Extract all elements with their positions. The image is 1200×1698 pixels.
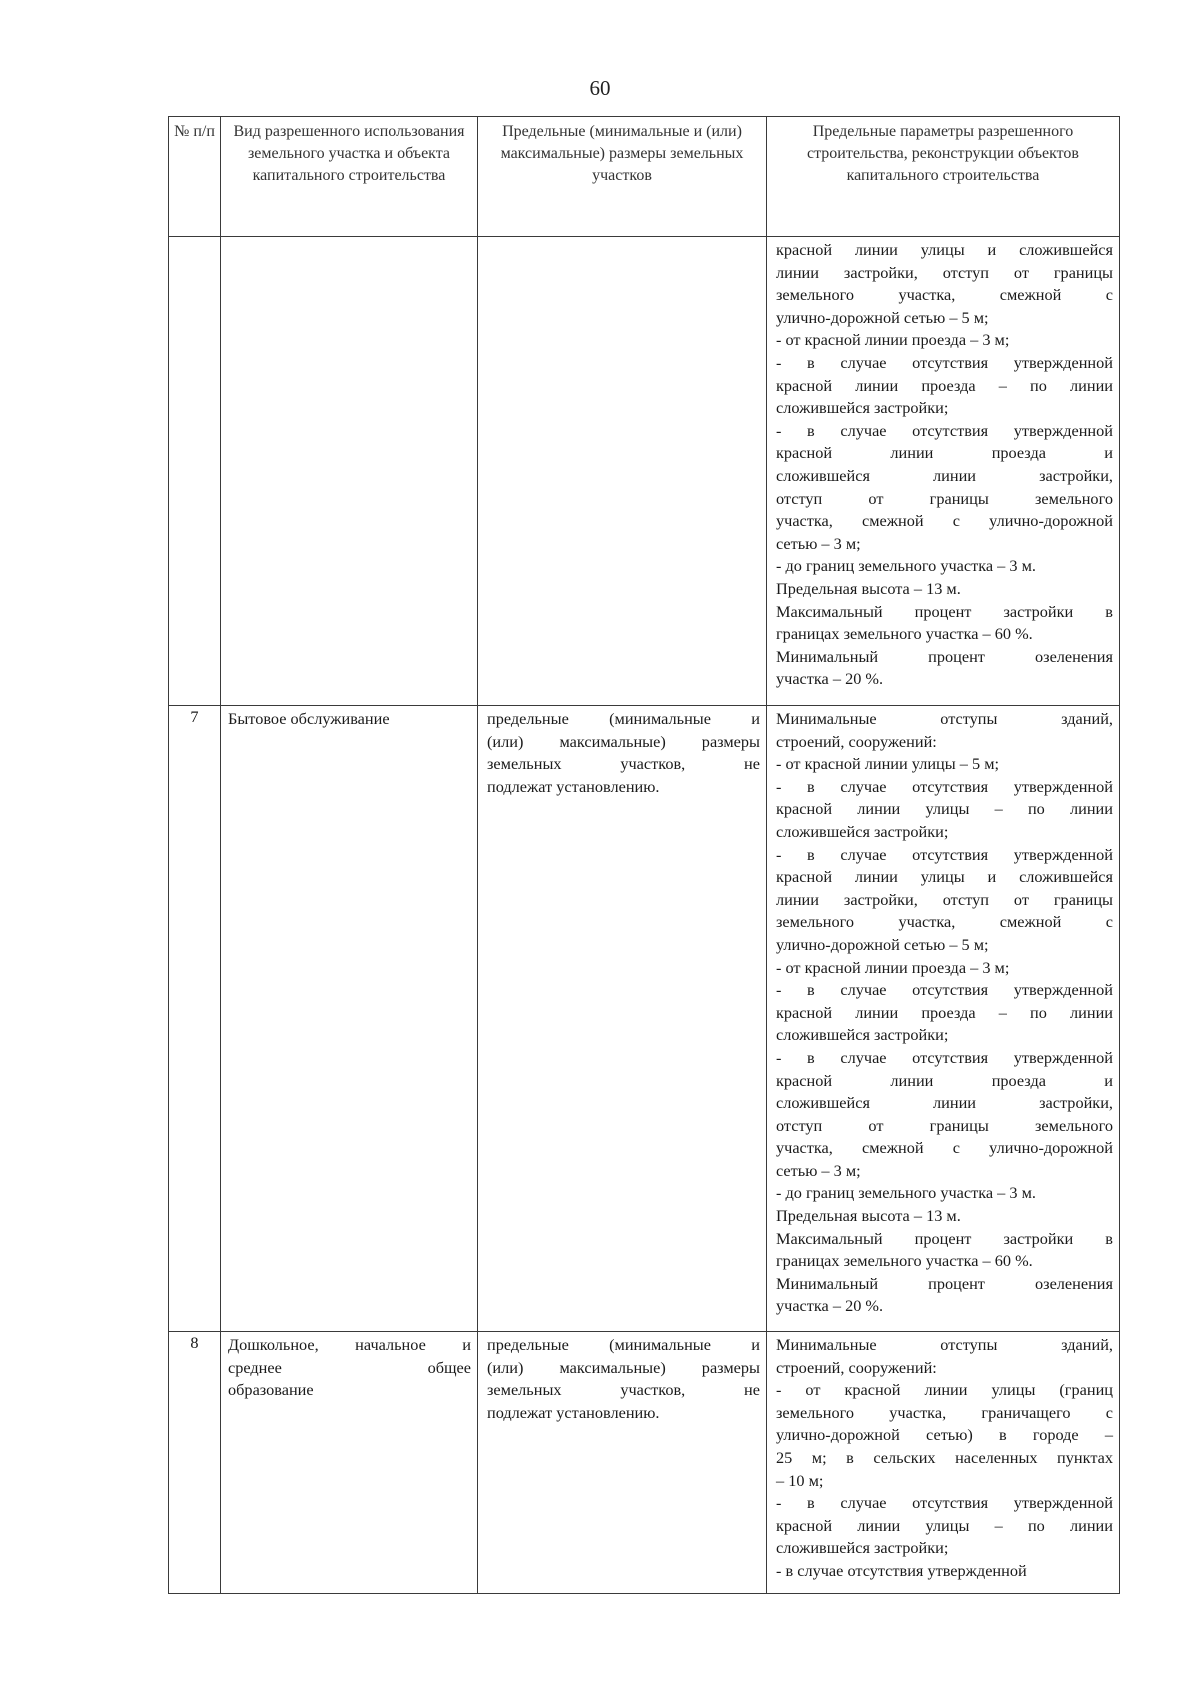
- cell-line: среднее общее: [228, 1357, 471, 1377]
- cell-line: границах земельного участка – 60 %.: [776, 1251, 1033, 1271]
- cell-line: - в случае отсутствия утвержденной: [776, 352, 1113, 372]
- cell-line: красной линии проезда и: [776, 443, 1113, 463]
- table-row: [169, 237, 1120, 706]
- table-row: [169, 706, 1120, 1332]
- cell-line: Минимальные отступы зданий,: [776, 709, 1113, 728]
- cell-line: предельные (минимальные и: [487, 1335, 760, 1354]
- cell-line: - в случае отсутствия утвержденной: [776, 980, 1113, 1000]
- cell-line: сложившейся застройки;: [776, 821, 949, 841]
- cell-line: строений, сооружений:: [776, 731, 937, 751]
- cell-line: подлежат установлению.: [487, 776, 660, 796]
- page-number: 60: [589, 76, 611, 100]
- cell-line: сложившейся застройки;: [776, 398, 949, 418]
- cell-line: - в случае отсутствия утвержденной: [776, 420, 1113, 440]
- cell-line: – 10 м;: [776, 1470, 824, 1490]
- cell-line: участка, смежной с улично-дорожной: [776, 511, 1113, 531]
- cell-line: - от красной линии проезда – 3 м;: [776, 330, 1010, 350]
- table-row: [169, 1332, 1120, 1594]
- cell-line: земельных участков, не: [487, 1380, 760, 1400]
- cell-line: земельного участка, смежной с: [776, 912, 1113, 932]
- header-row: [169, 117, 1120, 237]
- row-use-kind: [221, 706, 478, 1332]
- header-num: № п/п: [169, 117, 221, 237]
- cell-line: Минимальный процент озеленения: [776, 646, 1113, 666]
- cell-line: - от красной линии проезда – 3 м;: [776, 957, 1010, 977]
- cell-line: предельные (минимальные и: [487, 709, 760, 728]
- row-num: 7: [169, 706, 221, 1332]
- cell-line: Максимальный процент застройки в: [776, 1228, 1113, 1248]
- cell-line: - в случае отсутствия утвержденной: [776, 776, 1113, 796]
- row-use-kind: [221, 237, 478, 706]
- cell-line: сложившейся линии застройки,: [776, 465, 1113, 485]
- cell-line: участка, смежной с улично-дорожной: [776, 1138, 1113, 1158]
- row-params: [767, 237, 1120, 706]
- cell-line: Максимальный процент застройки в: [776, 601, 1113, 621]
- cell-line: отступ от границы земельного: [776, 1115, 1113, 1135]
- cell-line: Минимальный процент озеленения: [776, 1273, 1113, 1293]
- cell-line: подлежат установлению.: [487, 1402, 660, 1422]
- cell-line: участка – 20 %.: [776, 1296, 884, 1316]
- cell-line: сетью – 3 м;: [776, 1160, 861, 1180]
- cell-line: сложившейся застройки;: [776, 1538, 949, 1558]
- cell-line: улично-дорожной сетью – 5 м;: [776, 934, 989, 954]
- cell-line: красной линии проезда – по линии: [776, 375, 1113, 395]
- cell-line: участка – 20 %.: [776, 669, 884, 689]
- row-plot-sizes: [478, 237, 767, 706]
- cell-line: красной линии улицы и сложившейся: [776, 867, 1113, 887]
- cell-line: земельных участков, не: [487, 754, 760, 774]
- cell-line: сложившейся линии застройки,: [776, 1093, 1113, 1113]
- row-num: [169, 237, 221, 706]
- cell-line: - до границ земельного участка – 3 м.: [776, 1183, 1036, 1203]
- cell-line: Бытовое обслуживание: [228, 709, 390, 728]
- cell-line: Минимальные отступы зданий,: [776, 1335, 1113, 1354]
- cell-line: границах земельного участка – 60 %.: [776, 624, 1033, 644]
- cell-line: отступ от границы земельного: [776, 488, 1113, 508]
- header-use-kind: Вид разрешенного использования земельного участка и объекта капитального строительства: [221, 117, 478, 237]
- header-plot-sizes: Предельные (минимальные и (или) максимальные) размеры земельных участков: [478, 117, 767, 237]
- row-plot-sizes: [478, 706, 767, 1332]
- cell-line: - от красной линии улицы (границ: [776, 1380, 1113, 1400]
- row-use-kind: [221, 1332, 478, 1594]
- cell-line: 25 м; в сельских населенных пунктах: [776, 1447, 1113, 1467]
- cell-line: - в случае отсутствия утвержденной: [776, 1493, 1113, 1513]
- cell-line: сетью – 3 м;: [776, 533, 861, 553]
- header-params: Предельные параметры разрешенного строительства, реконструкции объектов капитального строительства: [767, 117, 1120, 237]
- cell-line: сложившейся застройки;: [776, 1025, 949, 1045]
- cell-line: красной линии улицы – по линии: [776, 799, 1113, 819]
- row-params: [767, 706, 1120, 1332]
- cell-line: - до границ земельного участка – 3 м.: [776, 556, 1036, 576]
- cell-line: - в случае отсутствия утвержденной: [776, 844, 1113, 864]
- cell-line: - в случае отсутствия утвержденной: [776, 1047, 1113, 1067]
- cell-line: строений, сооружений:: [776, 1357, 937, 1377]
- table-body: [169, 237, 1120, 1594]
- cell-line: Дошкольное, начальное и: [228, 1335, 471, 1354]
- cell-line: красной линии улицы – по линии: [776, 1515, 1113, 1535]
- cell-line: линии застройки, отступ от границы: [776, 262, 1113, 282]
- cell-line: земельного участка, смежной с: [776, 285, 1113, 305]
- cell-line: (или) максимальные) размеры: [487, 731, 760, 751]
- cell-line: образование: [228, 1380, 314, 1400]
- cell-line: - в случае отсутствия утвержденной: [776, 1560, 1027, 1580]
- cell-line: - от красной линии улицы – 5 м;: [776, 754, 1000, 774]
- cell-line: улично-дорожной сетью) в городе –: [776, 1425, 1113, 1445]
- cell-line: Предельная высота – 13 м.: [776, 1206, 961, 1226]
- row-params: [767, 1332, 1120, 1594]
- regulations-table: [168, 116, 1120, 1594]
- cell-line: Предельная высота – 13 м.: [776, 578, 961, 598]
- cell-line: линии застройки, отступ от границы: [776, 889, 1113, 909]
- row-plot-sizes: [478, 1332, 767, 1594]
- cell-line: (или) максимальные) размеры: [487, 1357, 760, 1377]
- cell-line: красной линии проезда и: [776, 1070, 1113, 1090]
- cell-line: улично-дорожной сетью – 5 м;: [776, 307, 989, 327]
- cell-line: красной линии улицы и сложившейся: [776, 240, 1113, 259]
- cell-line: земельного участка, граничащего с: [776, 1402, 1113, 1422]
- cell-line: красной линии проезда – по линии: [776, 1002, 1113, 1022]
- row-num: 8: [169, 1332, 221, 1594]
